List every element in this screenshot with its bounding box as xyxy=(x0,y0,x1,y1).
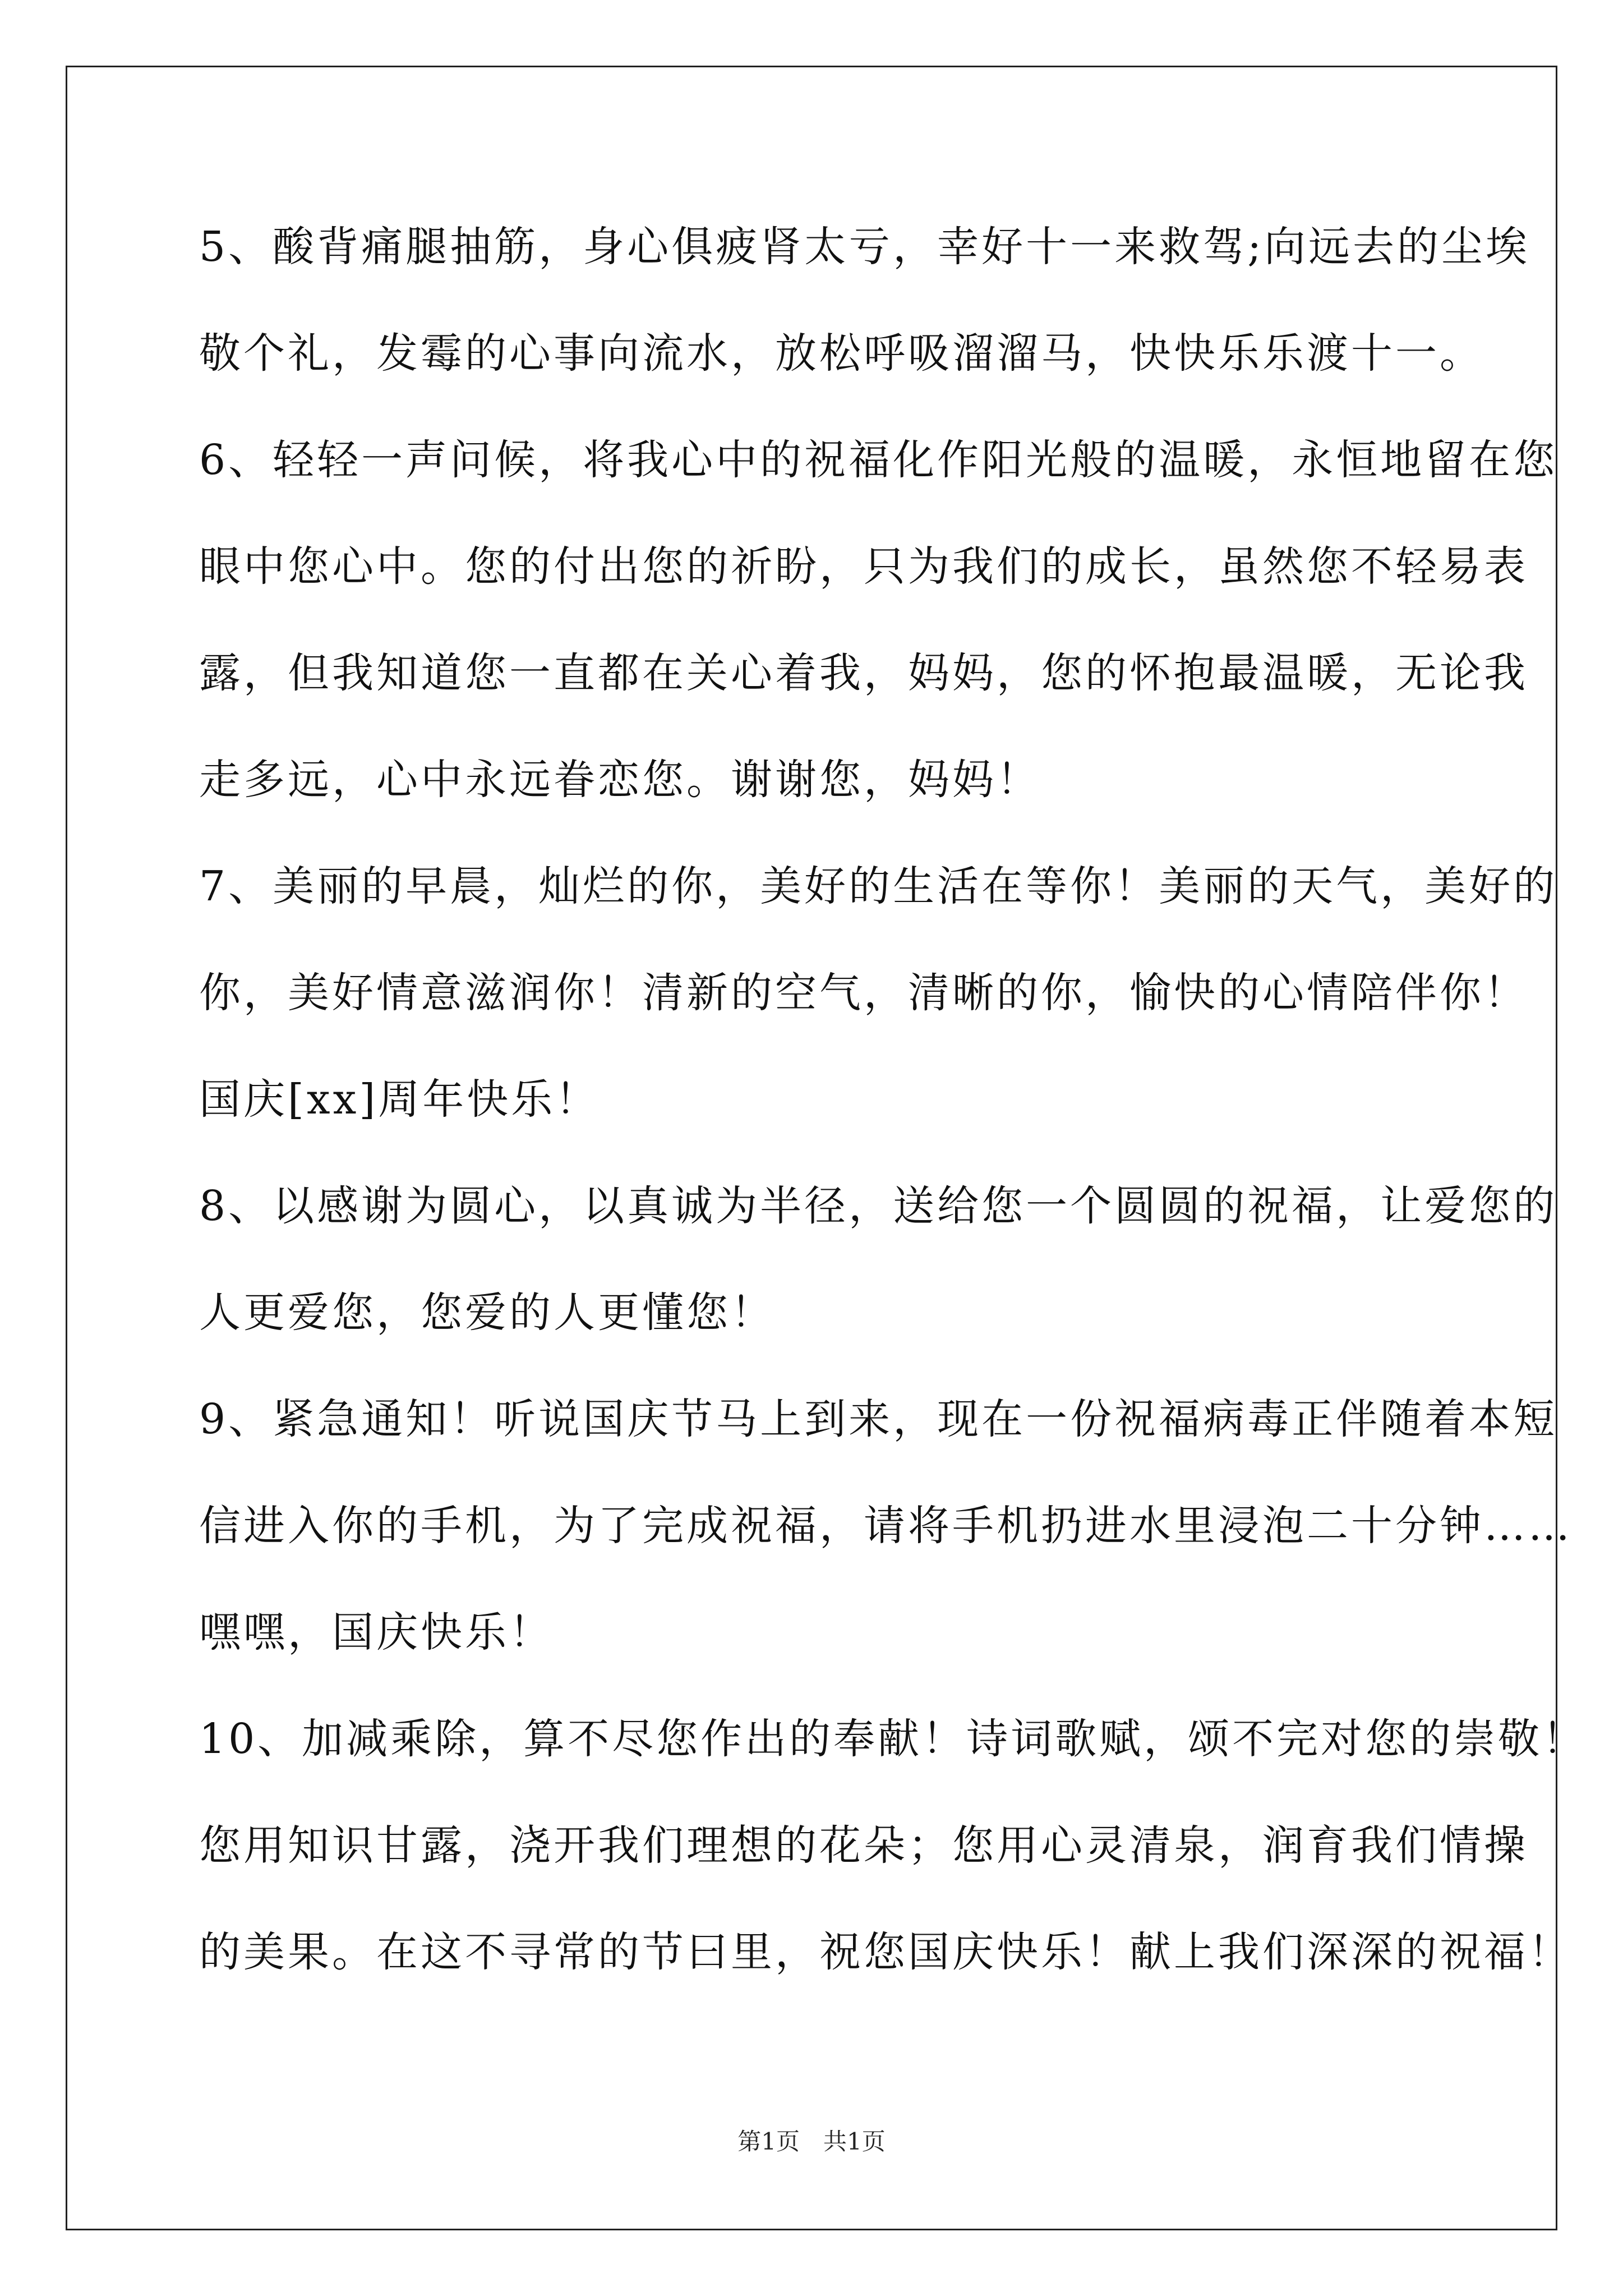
text-line: 8、以感谢为圆心，以真诚为半径，送给您一个圆圆的祝福，让爱您的 xyxy=(199,1182,1558,1230)
text-line: 的美果。在这不寻常的节曰里，祝您国庆快乐！献上我们深深的祝福！ xyxy=(199,1928,1573,1976)
text-line: 眼中您心中。您的付出您的祈盼，只为我们的成长，虽然您不轻易表 xyxy=(199,542,1528,591)
text-line: 10、加减乘除，算不尽您作出的奉献！诗词歌赋，颂不完对您的崇敬！ xyxy=(199,1715,1587,1763)
text-line: 信进入你的手机，为了完成祝福，请将手机扔进水里浸泡二十分钟…… xyxy=(199,1502,1573,1550)
text-line: 您用知识甘露，浇开我们理想的花朵；您用心灵清泉，润育我们情操 xyxy=(199,1821,1528,1870)
text-line: 7、美丽的早晨，灿烂的你，美好的生活在等你！美丽的天气，美好的 xyxy=(199,862,1558,910)
text-line: 敬个礼，发霉的心事向流水，放松呼吸溜溜马，快快乐乐渡十一。 xyxy=(199,329,1484,378)
text-line: 走多远，心中永远眷恋您。谢谢您，妈妈！ xyxy=(199,756,1041,804)
text-line: 嘿嘿，国庆快乐！ xyxy=(199,1608,554,1657)
text-line: 你，美好情意滋润你！清新的空气，清晰的你，愉快的心情陪伴你！ xyxy=(199,969,1528,1017)
text-line: 国庆[xx]周年快乐！ xyxy=(199,1075,600,1124)
text-line: 9、紧急通知！听说国庆节马上到来，现在一份祝福病毒正伴随着本短 xyxy=(199,1395,1558,1443)
page-border xyxy=(66,66,1557,2230)
text-line: 6、轻轻一声问候，将我心中的祝福化作阳光般的温暖，永恒地留在您 xyxy=(199,436,1558,484)
text-line: 露，但我知道您一直都在关心着我，妈妈，您的怀抱最温暖，无论我 xyxy=(199,649,1528,697)
text-line: 5、酸背痛腿抽筋，身心俱疲肾太亏，幸好十一来救驾;向远去的尘埃 xyxy=(199,223,1530,271)
page-footer: 第1页 共1页 xyxy=(737,2128,886,2155)
text-line: 人更爱您，您爱的人更懂您！ xyxy=(199,1289,775,1337)
